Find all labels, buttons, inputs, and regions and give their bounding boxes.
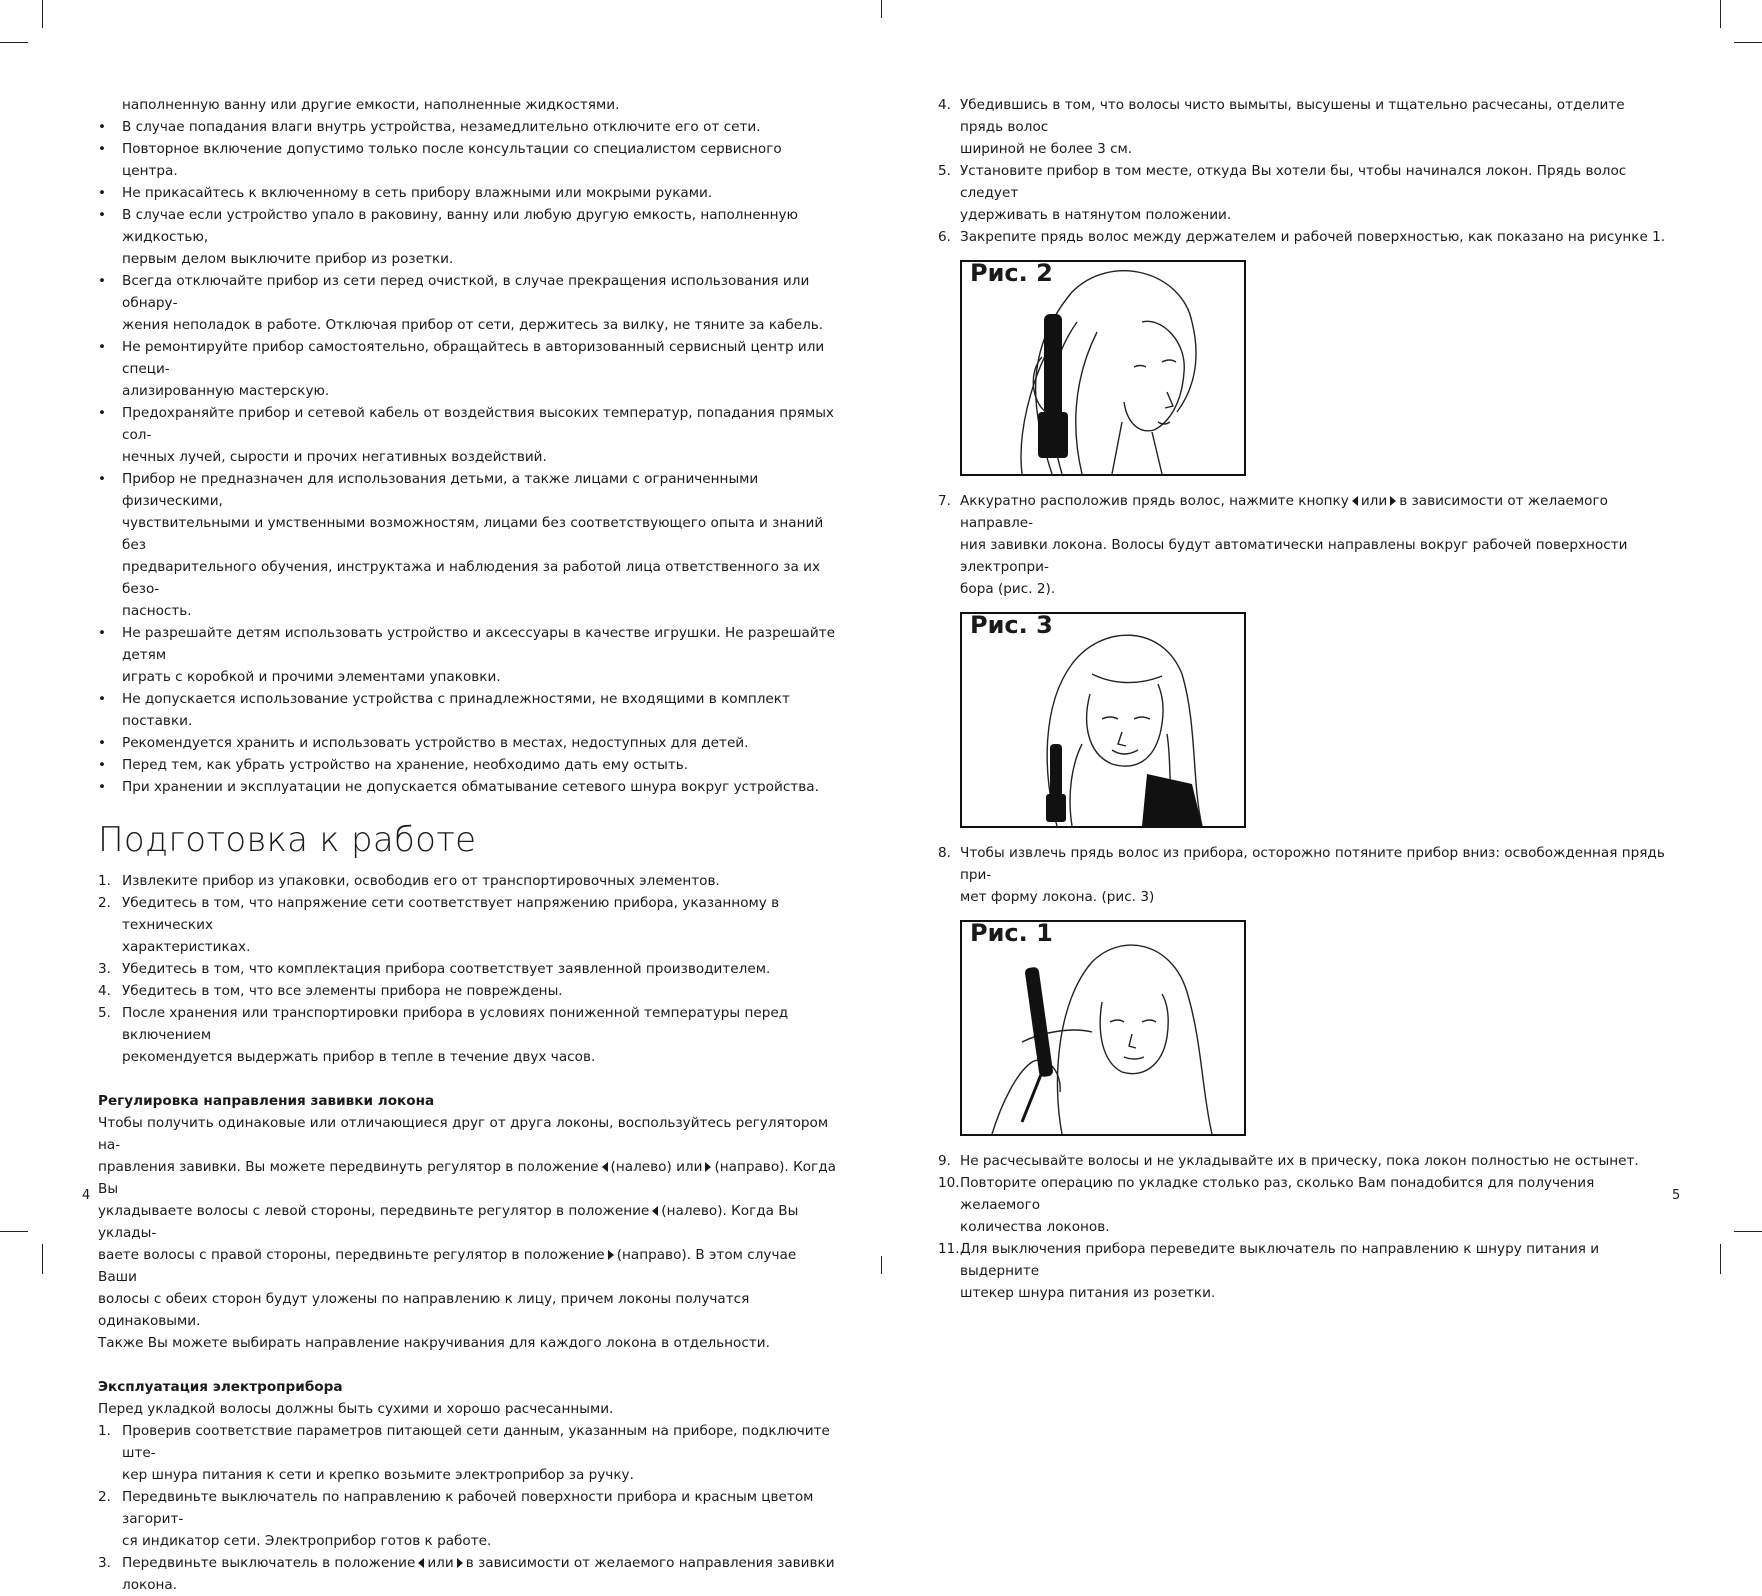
text-line: количества локонов. <box>960 1219 1110 1235</box>
text-line: играть с коробкой и прочими элементами упаковки. <box>122 669 501 685</box>
direction-line: правления завивки. Вы можете передвинуть регулятор в положение (налево) или (направо). Когда Вы <box>98 1159 836 1197</box>
left-arrow-icon <box>418 1558 424 1568</box>
text-line: Убедитесь в том, что все элементы прибора не повреждены. <box>122 983 563 999</box>
woman-curling-hair-illustration <box>962 262 1244 474</box>
direction-line: укладываете волосы с левой стороны, передвиньте регулятор в положение (налево). Когда Вы уклады- <box>98 1203 799 1241</box>
text-line: рекомендуется выдержать прибор в тепле в течение двух часов. <box>122 1049 596 1065</box>
step-number: 9. <box>938 1153 951 1169</box>
left-arrow-icon <box>652 1206 658 1216</box>
direction-line: волосы с обеих сторон будут уложены по направлению к лицу, причем локоны получатся одинаковыми. <box>98 1291 750 1329</box>
bullet-item <box>98 336 838 402</box>
text-line: Предохраняйте прибор и сетевой кабель от воздействия высоких температур, попадания прямых сол- <box>122 405 834 443</box>
crop-mark <box>881 1256 882 1274</box>
bullet-item <box>98 688 838 732</box>
preparation-steps <box>98 870 838 1068</box>
usage-steps <box>938 94 1668 248</box>
text-line: пасность. <box>122 603 192 619</box>
numbered-step <box>938 1238 1668 1304</box>
text-line: характеристиках. <box>122 939 251 955</box>
direction-line: Чтобы получить одинаковые или отличающиеся друг от друга локоны, воспользуйтесь регулятором на- <box>98 1115 829 1153</box>
text-line: Не разрешайте детям использовать устройство и аксессуары в качестве игрушки. Не разрешайте детям <box>122 625 835 663</box>
numbered-step <box>98 892 838 958</box>
text-line: нечных лучей, сырости и прочих негативных воздействий. <box>122 449 547 465</box>
step-number: 10. <box>938 1175 960 1191</box>
usage-step: 7. Аккуратно расположив прядь волос, нажмите кнопку или в зависимости от желаемого направле- ния завивки локона. Волосы будут автоматически направлены вокруг рабочей поверхности электропри- бора (рис. 2). <box>938 493 1628 597</box>
crop-mark <box>1734 1231 1762 1232</box>
operation-heading: Эксплуатация электроприбора <box>98 1379 343 1395</box>
page-number-left: 4 <box>82 1188 91 1203</box>
numbered-step <box>938 1172 1668 1238</box>
left-arrow-icon <box>1352 496 1358 506</box>
text-line: ализированную мастерскую. <box>122 383 330 399</box>
bullet-icon: • <box>98 471 107 487</box>
text-line: предварительного обучения, инструктажа и наблюдения за работой лица ответственного за их безо- <box>122 559 821 597</box>
figure-label: Рис. 3 <box>966 614 1057 636</box>
operation-step: 3. Передвиньте выключатель в положение или в зависимости от желаемого направления завивки локона. <box>98 1555 835 1593</box>
right-arrow-icon <box>705 1162 711 1172</box>
crop-mark <box>1720 0 1721 28</box>
bullet-icon: • <box>98 691 107 707</box>
text-line: Не ремонтируйте прибор самостоятельно, обращайтесь в авторизованный сервисный центр или специ- <box>122 339 825 377</box>
text-line: Всегда отключайте прибор из сети перед очисткой, в случае прекращения использования или обнару- <box>122 273 810 311</box>
text-line: Установите прибор в том месте, откуда Вы хотели бы, чтобы начинался локон. Прядь волос следует <box>960 163 1627 201</box>
numbered-step <box>938 1150 1668 1172</box>
text-line: штекер шнура питания из розетки. <box>960 1285 1216 1301</box>
text-line: первым делом выключите прибор из розетки. <box>122 251 454 267</box>
numbered-step <box>938 842 1668 908</box>
bullet-item <box>98 776 838 798</box>
step-number: 3. <box>98 961 111 977</box>
text-line: Закрепите прядь волос между держателем и рабочей поверхностью, как показано на рисунке 1. <box>960 229 1666 245</box>
left-arrow-icon <box>602 1162 608 1172</box>
operation-intro: Перед укладкой волосы должны быть сухими и хорошо расчесанными. <box>98 1401 614 1417</box>
safety-bullet-list <box>98 116 838 798</box>
step-number: 5. <box>938 163 951 179</box>
numbered-step <box>98 1002 838 1068</box>
bullet-item <box>98 182 838 204</box>
text-line: ся индикатор сети. Электроприбор готов к работе. <box>122 1533 492 1549</box>
text-line: Убедитесь в том, что напряжение сети соответствует напряжению прибора, указанному в технических <box>122 895 780 933</box>
step-number: 1. <box>98 1423 111 1439</box>
step-number: 11. <box>938 1241 960 1257</box>
bullet-icon: • <box>98 119 107 135</box>
text-line: Убедившись в том, что волосы чисто вымыты, высушены и тщательно расчесаны, отделите прядь волос <box>960 97 1625 135</box>
bullet-item <box>98 116 838 138</box>
step-number: 2. <box>98 1489 111 1505</box>
section-title: Подготовка к работе <box>98 820 477 860</box>
text-line: Не прикасайтесь к включенному в сеть прибору влажными или мокрыми руками. <box>122 185 713 201</box>
direction-paragraph <box>98 1112 838 1354</box>
text-line: Для выключения прибора переведите выключатель по направлению к шнуру питания и выдерните <box>960 1241 1600 1279</box>
text-line: мет форму локона. (рис. 3) <box>960 889 1155 905</box>
figure-2 <box>960 260 1246 476</box>
step-number: 4. <box>98 983 111 999</box>
bullet-icon: • <box>98 141 107 157</box>
intro-continuation: наполненную ванну или другие емкости, наполненные жидкостями. <box>122 97 620 113</box>
text-line: Убедитесь в том, что комплектация прибора соответствует заявленной производителем. <box>122 961 771 977</box>
text-line: кер шнура питания к сети и крепко возьмите электроприбор за ручку. <box>122 1467 634 1483</box>
operation-steps <box>98 1420 838 1552</box>
right-arrow-icon <box>608 1250 614 1260</box>
crop-mark <box>0 1231 28 1232</box>
direction-heading: Регулировка направления завивки локона <box>98 1093 435 1109</box>
woman-with-curled-hair-illustration <box>962 614 1244 826</box>
woman-holding-curler-illustration <box>962 922 1244 1134</box>
bullet-item <box>98 468 838 622</box>
bullet-item <box>98 204 838 270</box>
bullet-icon: • <box>98 207 107 223</box>
text-line: Перед тем, как убрать устройство на хранение, необходимо дать ему остыть. <box>122 757 689 773</box>
text-line: жения неполадок в работе. Отключая прибор от сети, держитесь за вилку, не тяните за кабель. <box>122 317 824 333</box>
numbered-step <box>938 160 1668 226</box>
text-line: Рекомендуется хранить и использовать устройство в местах, недоступных для детей. <box>122 735 749 751</box>
text-line: шириной не более 3 см. <box>960 141 1133 157</box>
text-line: удерживать в натянутом положении. <box>960 207 1232 223</box>
bullet-icon: • <box>98 405 107 421</box>
numbered-step <box>98 870 838 892</box>
step-number: 4. <box>938 97 951 113</box>
text-line: Проверив соответствие параметров питающей сети данным, указанным на приборе, подключите ште- <box>122 1423 830 1461</box>
numbered-step <box>98 980 838 1002</box>
text-line: После хранения или транспортировки прибора в условиях пониженной температуры перед включением <box>122 1005 789 1043</box>
text-line: Извлеките прибор из упаковки, освободив его от транспортировочных элементов. <box>122 873 720 889</box>
text-line: Не допускается использование устройства с принадлежностями, не входящими в комплект поставки. <box>122 691 790 729</box>
crop-mark <box>881 0 882 18</box>
bullet-icon: • <box>98 757 107 773</box>
bullet-icon: • <box>98 625 107 641</box>
text-line: Повторное включение допустимо только после консультации со специалистом сервисного центра. <box>122 141 782 179</box>
bullet-item <box>98 622 838 688</box>
bullet-icon: • <box>98 185 107 201</box>
text-line: Не расчесывайте волосы и не укладывайте их в прическу, пока локон полностью не остынет. <box>960 1153 1639 1169</box>
usage-steps <box>938 1150 1668 1304</box>
step-number: 6. <box>938 229 951 245</box>
numbered-step <box>98 958 838 980</box>
bullet-item <box>98 270 838 336</box>
bullet-item <box>98 754 838 776</box>
right-arrow-icon <box>457 1558 463 1568</box>
usage-step <box>938 842 1668 908</box>
text-line: чувствительными и умственными возможностям, лицами без соответствующего опыта и знаний без <box>122 515 824 553</box>
bullet-item <box>98 732 838 754</box>
numbered-step <box>938 226 1668 248</box>
step-number: 2. <box>98 895 111 911</box>
figure-3 <box>960 612 1246 828</box>
step-number: 5. <box>98 1005 111 1021</box>
right-arrow-icon <box>1390 496 1396 506</box>
figure-1 <box>960 920 1246 1136</box>
text-line: При хранении и эксплуатации не допускается обматывание сетевого шнура вокруг устройства. <box>122 779 819 795</box>
bullet-item <box>98 402 838 468</box>
right-page-column <box>938 94 1668 1304</box>
step-number: 1. <box>98 873 111 889</box>
crop-mark <box>1720 1244 1721 1274</box>
figure-label: Рис. 1 <box>966 922 1057 944</box>
numbered-step <box>98 1420 838 1486</box>
bullet-item <box>98 138 838 182</box>
crop-mark <box>42 1244 43 1274</box>
direction-line: ваете волосы с правой стороны, передвиньте регулятор в положение (направо). В этом случае Ваши <box>98 1247 797 1285</box>
bullet-icon: • <box>98 339 107 355</box>
bullet-icon: • <box>98 273 107 289</box>
bullet-icon: • <box>98 779 107 795</box>
page-number-right: 5 <box>1672 1188 1681 1203</box>
bullet-icon: • <box>98 735 107 751</box>
figure-label: Рис. 2 <box>966 262 1057 284</box>
text-line: Передвиньте выключатель по направлению к рабочей поверхности прибора и красным цветом загорит- <box>122 1489 814 1527</box>
text-line: В случае попадания влаги внутрь устройства, незамедлительно отключите его от сети. <box>122 119 761 135</box>
step-number: 8. <box>938 845 951 861</box>
crop-mark <box>0 42 28 43</box>
text-line: В случае если устройство упало в раковину, ванну или любую другую емкость, наполненную жидкостью, <box>122 207 798 245</box>
text-line: Прибор не предназначен для использования детьми, а также лицами с ограниченными физическими, <box>122 471 759 509</box>
numbered-step <box>98 1486 838 1552</box>
direction-line: Также Вы можете выбирать направление накручивания для каждого локона в отдельности. <box>98 1335 770 1351</box>
crop-mark <box>42 0 43 28</box>
crop-mark <box>1734 42 1762 43</box>
text-line: Чтобы извлечь прядь волос из прибора, осторожно потяните прибор вниз: освобожденная прядь при- <box>960 845 1665 883</box>
left-page-column <box>98 94 838 1596</box>
numbered-step <box>938 94 1668 160</box>
text-line: Повторите операцию по укладке столько раз, сколько Вам понадобится для получения желаемого <box>960 1175 1595 1213</box>
